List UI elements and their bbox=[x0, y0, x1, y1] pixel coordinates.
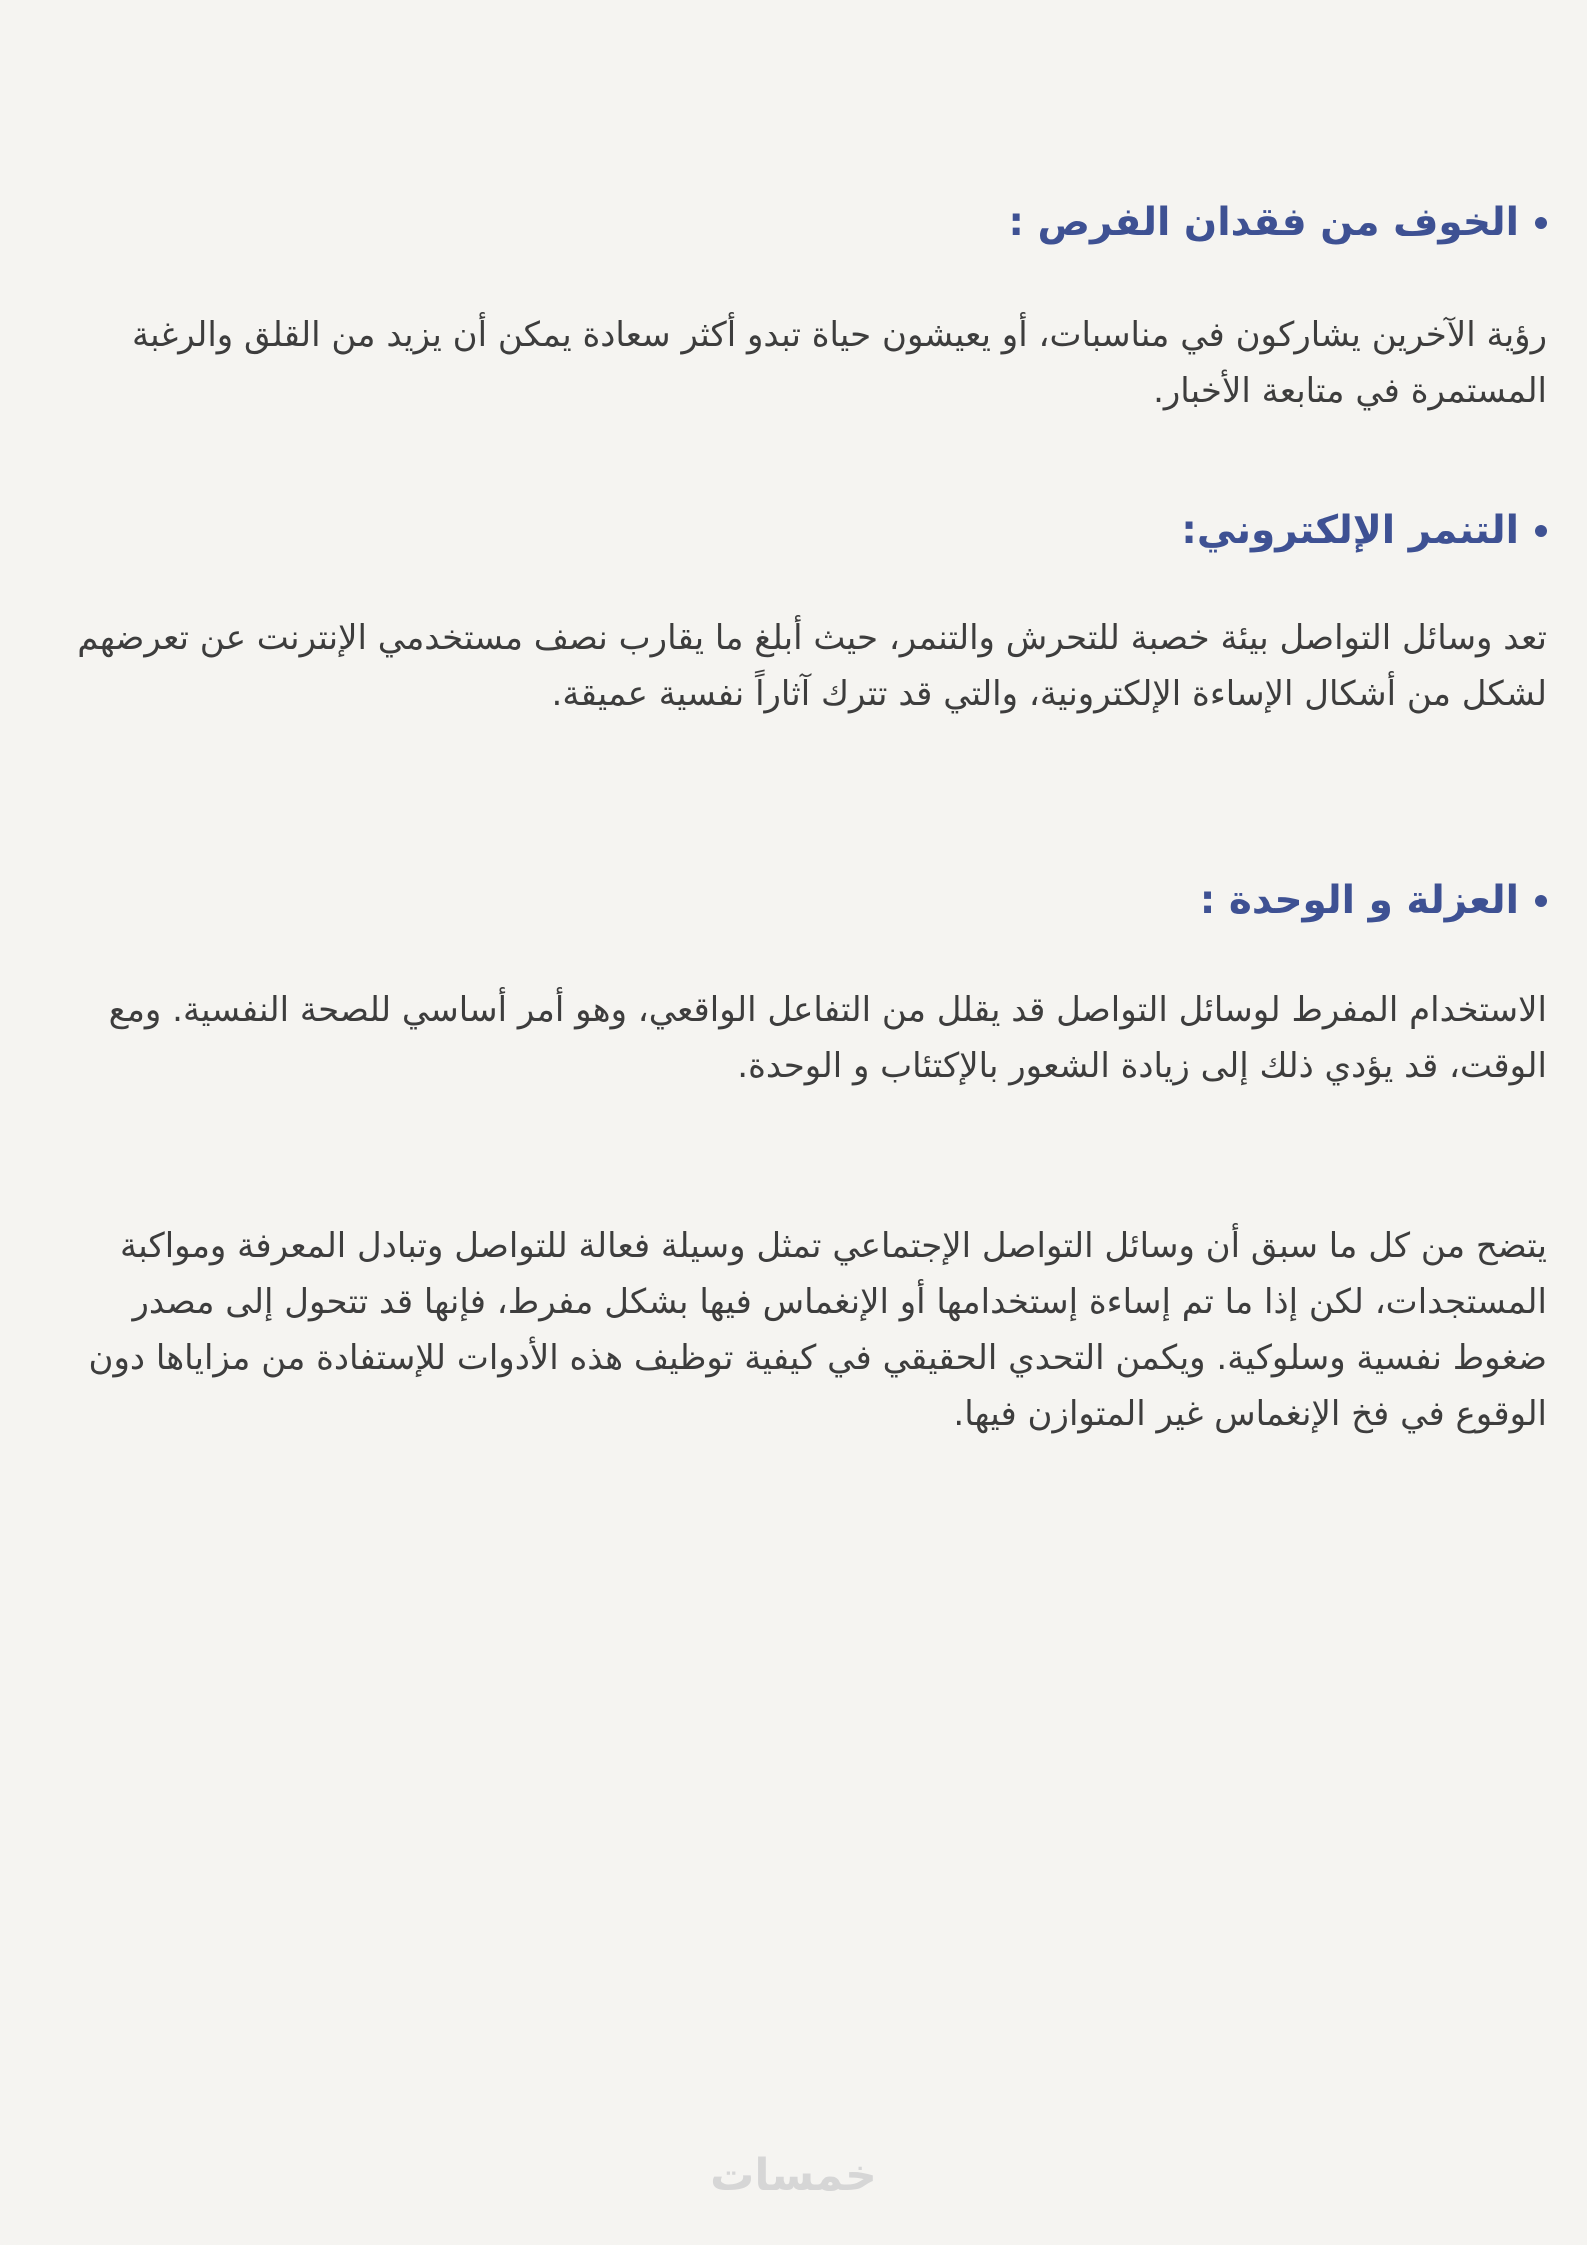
bullet-icon bbox=[1535, 525, 1547, 537]
section-heading bbox=[55, 200, 1547, 247]
conclusion-paragraph: يتضح من كل ما سبق أن وسائل التواصل الإجتماعي تمثل وسيلة فعالة للتواصل وتبادل المعرفة ومواكبة المستجدات، لكن إذا ما تم إساءة إستخدامها أو الإنغماس فيها بشكل مفرط، فإنها قد تتحول إلى مصدر ضغوط نفسية وسلوكية. ويكمن التحدي الحقيقي في كيفية توظيف هذه الأدوات للإستفادة من مزاياها دون الوقوع في فخ الإنغماس غير المتوازن فيها. bbox=[88, 1226, 1547, 1434]
section-isolation bbox=[55, 878, 1547, 1094]
footer-logo: خمسات bbox=[710, 2150, 877, 2201]
section-paragraph: تعد وسائل التواصل بيئة خصبة للتحرش والتنمر، حيث أبلغ ما يقارب نصف مستخدمي الإنترنت عن تعرضهم لشكل من أشكال الإساءة الإلكترونية، والتي قد تترك آثاراً نفسية عميقة. bbox=[77, 617, 1547, 714]
conclusion-section bbox=[55, 1218, 1547, 1442]
section-heading-text: الخوف من فقدان الفرص : bbox=[1008, 200, 1519, 245]
section-heading bbox=[55, 878, 1547, 925]
section-heading-text: التنمر الإلكتروني: bbox=[1181, 508, 1519, 553]
section-heading bbox=[55, 508, 1547, 555]
document-page bbox=[55, 0, 1547, 2245]
section-fomo bbox=[55, 200, 1547, 419]
section-heading-text: العزلة و الوحدة : bbox=[1199, 878, 1519, 923]
section-cyberbullying bbox=[55, 508, 1547, 722]
bullet-icon bbox=[1535, 217, 1547, 229]
bullet-icon bbox=[1535, 895, 1547, 907]
section-paragraph: رؤية الآخرين يشاركون في مناسبات، أو يعيشون حياة تبدو أكثر سعادة يمكن أن يزيد من القلق والرغبة المستمرة في متابعة الأخبار. bbox=[131, 314, 1547, 411]
section-paragraph: الاستخدام المفرط لوسائل التواصل قد يقلل من التفاعل الواقعي، وهو أمر أساسي للصحة النفسية. ومع الوقت، قد يؤدي ذلك إلى زيادة الشعور بالإكتئاب و الوحدة. bbox=[108, 989, 1547, 1086]
